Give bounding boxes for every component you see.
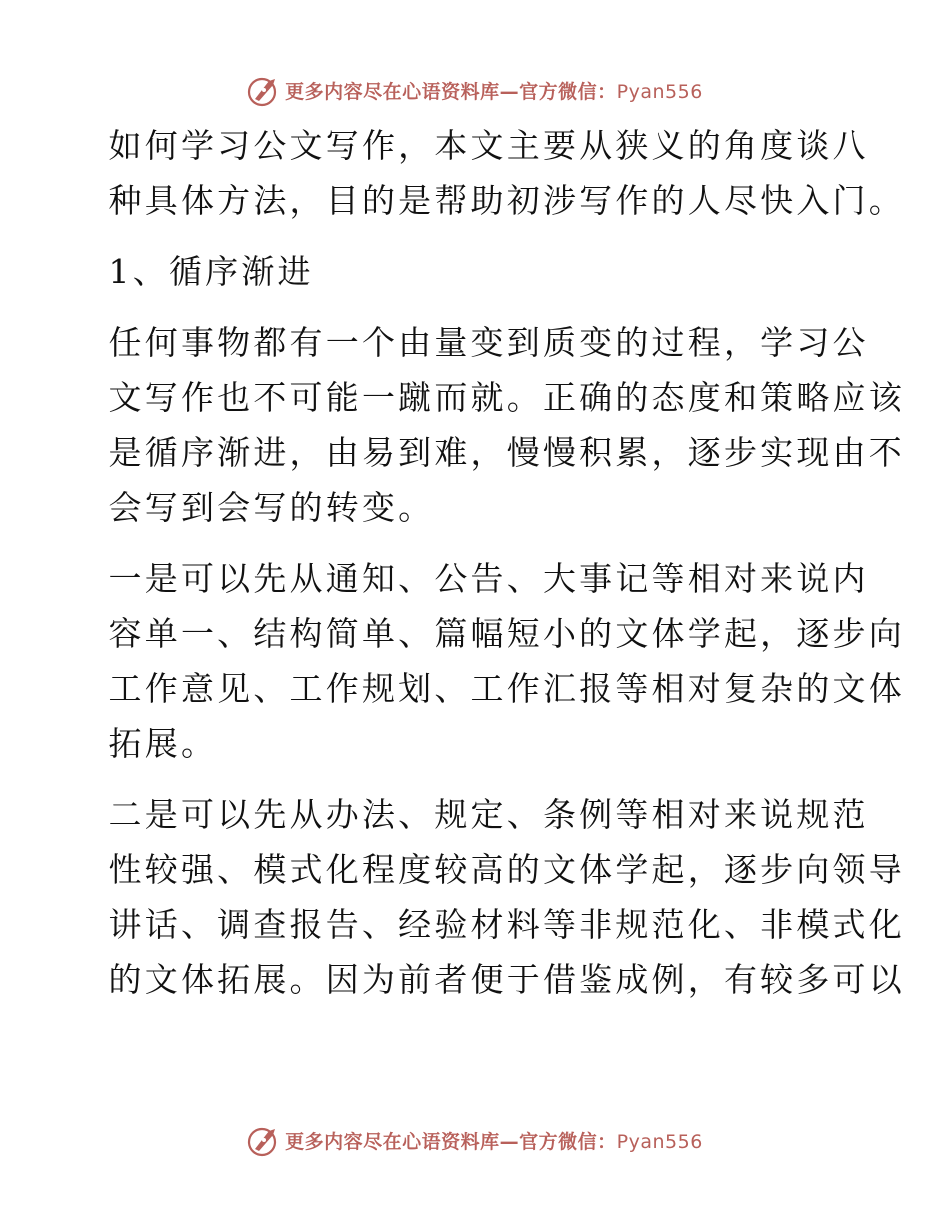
text-line: 性较强、模式化程度较高的文体学起，逐步向领导	[108, 850, 905, 889]
document-body	[97, 118, 905, 1023]
text-line: 文写作也不可能一蹴而就。正确的态度和策略应该	[108, 378, 905, 417]
text-line: 会写到会写的转变。	[108, 488, 435, 527]
text-line: 是循序渐进，由易到难，慢慢积累，逐步实现由不	[108, 433, 905, 472]
paragraph-point-two	[97, 787, 905, 1007]
paragraph-gradual	[97, 315, 905, 535]
pen-nib-logo-icon	[247, 73, 281, 107]
text-line: 容单一、结构简单、篇幅短小的文体学起，逐步向	[108, 614, 905, 653]
banner-text: 更多内容尽在心语资料库—官方微信：Pyan556	[285, 1130, 703, 1153]
paragraph-intro	[97, 118, 905, 228]
paragraph-point-one	[97, 551, 905, 771]
text-line: 一是可以先从通知、公告、大事记等相对来说内	[108, 559, 869, 598]
text-line: 的文体拓展。因为前者便于借鉴成例，有较多可以	[108, 960, 905, 999]
text-line: 种具体方法，目的是帮助初涉写作的人尽快入门。	[108, 181, 905, 220]
text-line: 如何学习公文写作，本文主要从狭义的角度谈八	[108, 126, 869, 165]
text-line: 任何事物都有一个由量变到质变的过程，学习公	[108, 323, 869, 362]
text-line: 讲话、调查报告、经验材料等非规范化、非模式化	[108, 905, 905, 944]
section-heading	[97, 244, 857, 299]
pen-nib-logo-icon	[247, 1123, 281, 1157]
header-banner	[0, 70, 950, 110]
footer-banner	[0, 1120, 950, 1160]
heading-text: 1、循序渐进	[108, 252, 314, 291]
text-line: 二是可以先从办法、规定、条例等相对来说规范	[108, 795, 869, 834]
text-line: 工作意见、工作规划、工作汇报等相对复杂的文体	[108, 669, 905, 708]
text-line: 拓展。	[108, 724, 218, 763]
banner-text: 更多内容尽在心语资料库—官方微信：Pyan556	[285, 80, 703, 103]
